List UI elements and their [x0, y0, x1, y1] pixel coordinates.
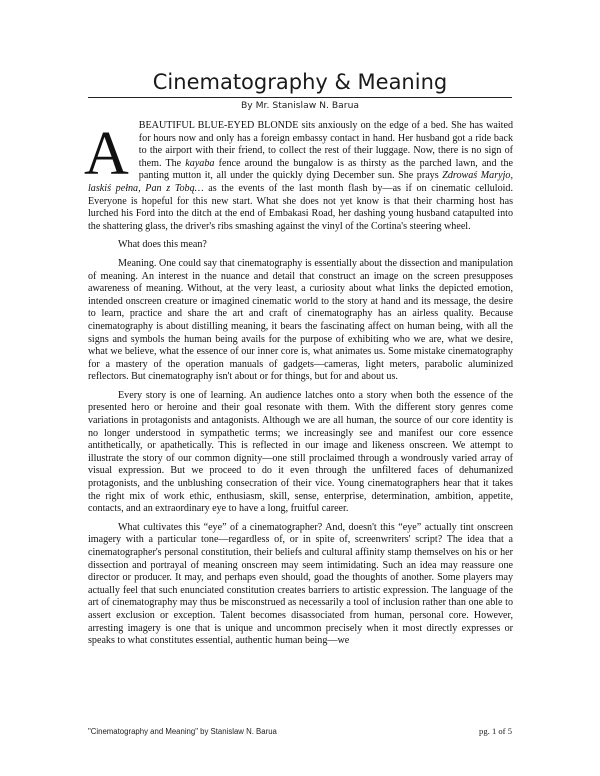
- article-body: [84, 120, 514, 654]
- p1-italic-kayaba: kayaba: [185, 157, 215, 169]
- drop-cap: A: [84, 120, 129, 188]
- paragraph-4: Every story is one of learning. An audience latches onto a story when both the essence of the presented hero or heroine and their goal resonate with them. With the different story genres come variations in protagonists and antagonists. Although we are all human, the source of our core identity is no longer understood in sympathetic terms; we increasingly see and manifest our core essence antithetically, or apathetically. This is reflected in our image and likeness onscreen. We attempt to illustrate the story of our common dignity—one still proclaimed through a wondrously varied array of visual expression. But we proceed to do it even through the unfiltered faces of dehumanized protagonists, and the unblushing consecration of their vice. Young cinematographers hear that it takes the right mix of work ethic, enthusiasm, skill, sense, enterprise, determination, ambition, appetite, contacts, and an extraordinary eye to have a long, fruitful career.: [88, 389, 513, 515]
- p1-text-a: BEAUTIFUL BLUE-EYED BLONDE sits anxiously on the edge of a bed. She has waited for hours now and only has a foreign embassy contact in hand. Her husband got a ride back to the airport with their friend, to collect the rest of their luggage. Now, there is no sign of them. The: [138, 120, 513, 169]
- footer-citation: "Cinematography and Meaning" by Stanislaw N. Barua: [88, 727, 277, 736]
- paragraph-1: [84, 120, 514, 233]
- page-number: pg. 1 of 5: [479, 726, 512, 736]
- p1-italic-prayer: Zdrowaś Maryjo, laskiś pełna, Pan z Tobą…: [88, 170, 514, 194]
- title-rule: [88, 97, 512, 98]
- byline: By Mr. Stanislaw N. Barua: [240, 100, 360, 111]
- paragraph-3: Meaning. One could say that cinematography is essentially about the dissection and manipulation of meaning. An interest in the nuance and detail that construct an image on the screen presupposes awareness of meaning. Without, at the very least, a curiosity about what links the depicted emotion, intended onscreen creature or imagined cinematic world to the story at hand and its message, the desire to learn, practice and share the art and craft of cinematography has an airless quality. Because cinematography is about distilling meaning, it bears the fascinating affect on human being, with all the signs and symbols the human being avails for the purpose of exhibiting who we are, what we desire, what we believe, what the essence of our inner core is, what animates us. Some mistake cinematography for a mastery of the operation manuals of gadgets—cameras, light meters, parabolic aluminized reflectors. But cinematography isn't about or for things, but for and about us.: [88, 257, 513, 383]
- page-title: Cinematography & Meaning: [152, 70, 448, 94]
- p1-text-b: fence around the bungalow is as thirsty as the parched lawn, and the panting mutton it, all under the quickly dying December sun. She prays: [138, 157, 513, 182]
- paragraph-5: What cultivates this “eye” of a cinematographer? And, doesn't this “eye” actually tint onscreen imagery with a particular tone—regardless of, or in spite of, screenwriters' script? The idea that a cinematographer's personal constitution, their beliefs and cultural affinity stamp themselves on his or her dissection and portrayal of meaning onscreen may seem intimidating. Such an idea may reassure one director or producer. It may, and perhaps even should, goad the thoughts of another. Some players may actually feel that such enunciated constitution creates barriers to artistic expression. The language of the art of cinematography may thus be misconstrued as necessarily a tool of inclusion rather than one able to assert exclusion or exception. Talent becomes disassociated from human, personal core. However, arresting imagery is one that is unique and uncommon precisely when it most directly expresses or speaks to what constitutes essential, authentic human being—we: [88, 521, 513, 647]
- paragraph-2: What does this mean?: [118, 239, 207, 251]
- p1-text-c: as the events of the last month flash by—as if on cinematic celluloid. Everyone is hopeful for this new start. What she does not yet know is that their charming host has lurched his Ford into the ditch at the end of Embakasi Road, her dashing young husband catapulted into the shattering glass, the driver's ribs smashing against the vinyl of the Cortina's steering wheel.: [88, 182, 513, 232]
